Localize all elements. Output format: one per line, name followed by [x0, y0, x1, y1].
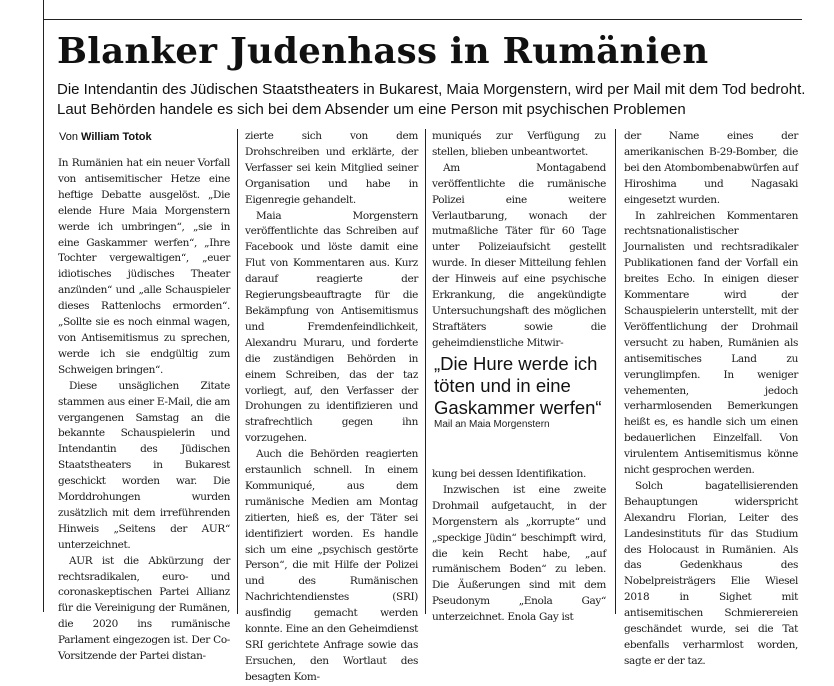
byline-prefix: Von: [59, 131, 78, 143]
article-column-3-bottom: [432, 467, 606, 626]
paragraph: Maia Morgenstern veröffentlichte das Schreiben auf Facebook und löste damit eine Flut von Kommentaren aus. Kurz darauf reagierte der Regierungsbeauftragte für die Bekämpfung von Antisemitismus und Fremdenfeindlichkeit, Alexandru Muraru, und forderte die zuständigen Behörden in einem Schreiben, das der taz vorliegt, auf, den Verfasser der Drohungen zu identifizieren und strafrechtlich gegen ihn vorzugehen.: [245, 209, 418, 445]
pull-quote-source: Mail an Maia Morgenstern: [434, 419, 550, 430]
article-column-3-top: [432, 129, 606, 352]
article-column-1: [58, 156, 230, 665]
paragraph: In Rumänien hat ein neuer Vorfall von antisemitischer Hetze eine heftige Debatte ausgelöst. „Die elende Hure Maia Morgenstern werde ich umbringen“, „sie in eine Gaskammer werfen“, „Ihre Tochter vergewaltigen“, „euer idiotisches jüdisches Theater anzünden“ und „alle Schauspieler dieses Rattenlochs ermorden“. „Sollte sie es noch einmal wagen, von Antisemitismus zu sprechen, werde ich sie endgültig zum Schweigen bringen“.: [58, 157, 230, 376]
paragraph: In zahlreichen Kommentaren rechtsnationalistischer Journalisten und rechtsradikaler Publikationen fand der Vorfall ein breites Echo. In einigen dieser Kommentare wird der Schauspielerin unterstellt, mit der Veröffentlichung der Drohmail versucht zu haben, Rumänien als antisemitisches Land zu verunglimpfen. In weniger vehementen, jedoch verharmlosenden Bemerkungen heißt es, es handle sich um einen bedauerlichen Einzelfall. Von virulentem Antisemitismus könne nicht gesprochen werden.: [624, 209, 798, 477]
paragraph: Inzwischen ist eine zweite Drohmail aufgetaucht, in der Morgenstern als „korrupte“ und „speckige Jüdin“ beschimpft wird, die kein Recht habe, „auf rumänischem Boden“ zu leben. Die Äußerungen sind mit dem Pseudonym „Enola Gay“ unterzeichnet. Enola Gay ist: [432, 483, 606, 624]
column-divider-3: [615, 129, 616, 614]
headline: Blanker Judenhass in Rumänien: [57, 31, 709, 72]
paragraph: Am Montagabend veröffentlichte die rumänische Polizei eine weitere Verlautbarung, wonach der mutmaßliche Täter für 60 Tage unter Polizeiaufsicht gestellt wurde. In dieser Mitteilung fehlen der Hinweis auf eine psychische Erkrankung, die angekündigte Untersuchungshaft des möglichen Straftäters sowie die geheimdienstliche Mitwir-: [432, 161, 606, 349]
column-divider-2: [425, 129, 426, 614]
top-rule: [43, 19, 802, 20]
subheadline: Die Intendantin des Jüdischen Staatstheaters in Bukarest, Maia Morgenstern, wird per Mail mit dem Tod bedroht. Laut Behörden handele es sich bei dem Absender um eine Person mit psychischen Problemen: [57, 81, 806, 118]
article-column-4: [624, 129, 798, 670]
author-name: William Totok: [81, 131, 152, 143]
paragraph: kung bei dessen Identifikation.: [432, 468, 587, 480]
paragraph: muniqués zur Verfügung zu stellen, blieben unbeantwortet.: [432, 130, 606, 158]
article-column-2: [245, 129, 418, 686]
paragraph: Diese unsäglichen Zitate stammen aus einer E-Mail, die am vergangenen Samstag an die bekannte Schauspielerin und Intendantin des Jüdischen Staatstheaters in Bukarest geschickt worden war. Die Morddrohungen wurden zusätzlich mit dem irreführenden Hinweis „Seitens der AUR“ unterzeichnet.: [58, 379, 230, 551]
paragraph: zierte sich von dem Drohschreiben und erklärte, der Verfasser sei kein Mitglied seiner Organisation und habe in Eigenregie gehandelt.: [245, 130, 418, 206]
paragraph: Auch die Behörden reagierten erstaunlich schnell. In einem Kommuniqué, aus dem rumänische Medien am Montag zitierten, hieß es, der Täter sei identifiziert worden. Es handle sich um eine „psychisch gestörte Person“, die mit Hilfe der Polizei und des Rumänischen Nachrichtendienstes (SRI) ausfindig gemacht werden konnte. Eine an den Geheimdienst SRI gerichtete Anfrage sowie das Ersuchen, den Wortlaut des besagten Kom-: [245, 448, 418, 683]
left-column-rule: [43, 0, 44, 612]
paragraph: AUR ist die Abkürzung der rechtsradikalen, euro- und coronaskeptischen Partei Allianz für die Vereinigung der Rumänen, die 2020 ins rumänische Parlament eingezogen ist. Der Co-Vorsitzende der Partei distan-: [58, 554, 230, 663]
byline: [59, 131, 152, 143]
column-divider-1: [237, 129, 238, 614]
paragraph: der Name eines der amerikanischen B-29-Bomber, die bei den Atombombenabwürfen auf Hiroshima und Nagasaki eingesetzt wurden.: [624, 130, 798, 206]
pull-quote: „Die Hure werde ich töten und in eine Gaskammer werfen“: [434, 353, 602, 418]
paragraph: Solch bagatellisierenden Behauptungen widerspricht Alexandru Florian, Leiter des Landesinstituts für das Studium des Holocaust in Rumänien. Als das Gedenkhaus des Nobelpreisträgers Elie Wiesel 2018 in Sighet mit antisemitischen Schmierereien geschändet wurde, sei die Tat ebenfalls verharmlost worden, sagte er der taz.: [624, 479, 798, 667]
